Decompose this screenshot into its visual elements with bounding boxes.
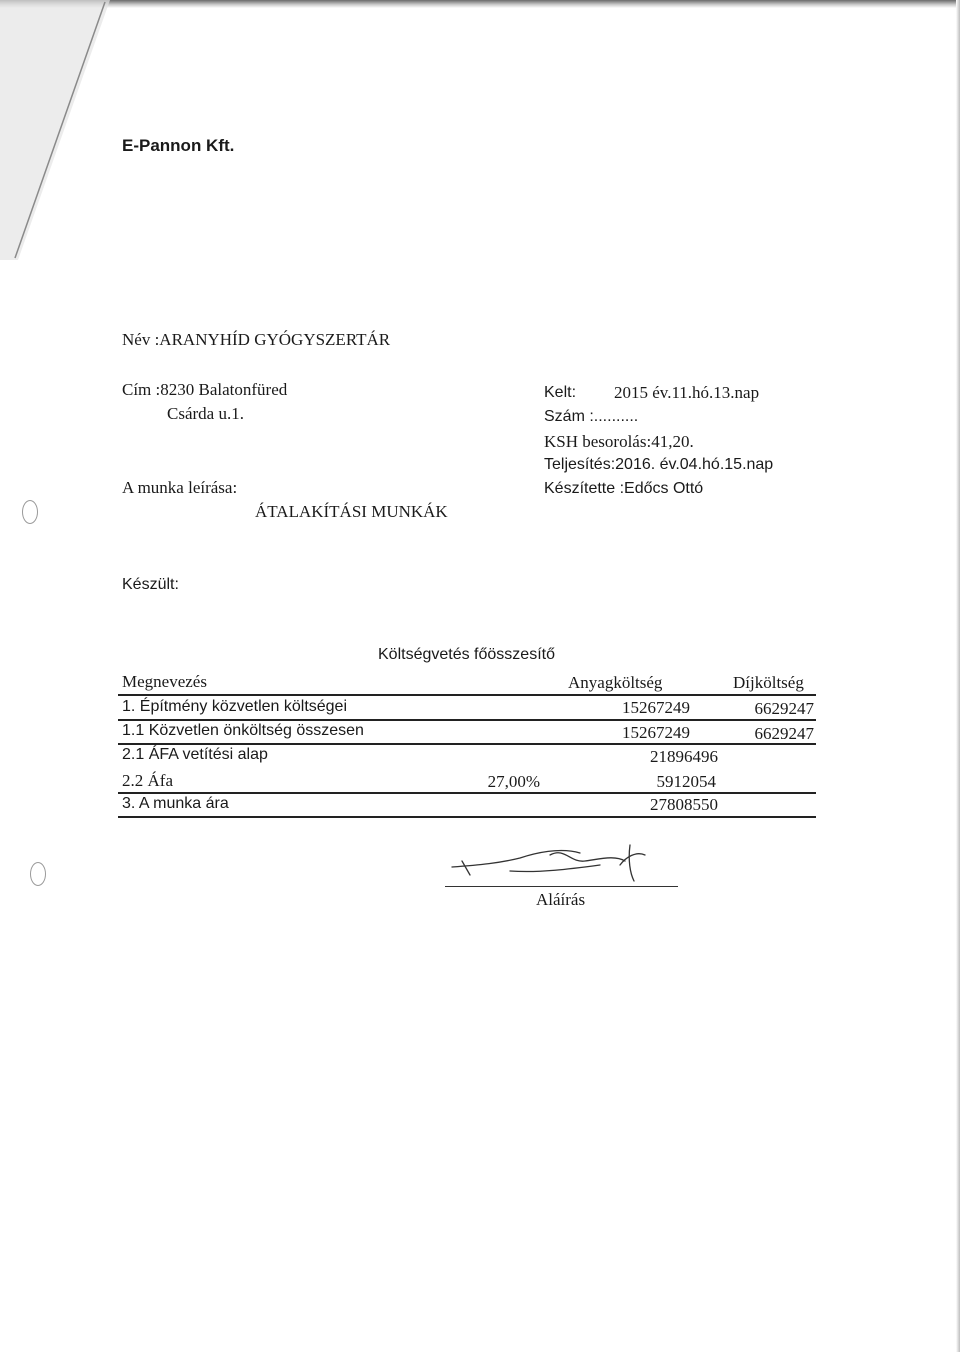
- row-material: 21896496: [650, 747, 718, 766]
- row-fee: 6629247: [754, 724, 814, 743]
- row-name: 2.1 ÁFA vetítési alap: [122, 746, 268, 763]
- row-fee: 6629247: [754, 699, 814, 718]
- document-number: Szám :..........: [544, 408, 639, 425]
- row-material: 15267249: [622, 723, 690, 742]
- scan-top-edge: [0, 0, 960, 8]
- row-rule: [118, 743, 816, 745]
- signature-scribble: [440, 825, 660, 895]
- punch-hole-bottom: [30, 862, 46, 886]
- row-name: 2.2 Áfa: [122, 771, 173, 790]
- date-label: Kelt:: [544, 384, 577, 401]
- row-name: 1. Építmény közvetlen költségei: [122, 698, 348, 715]
- row-material: 15267249: [622, 698, 690, 717]
- client-address-line2: Csárda u.1.: [167, 404, 244, 423]
- row-rule: [118, 792, 816, 794]
- punch-hole-top: [22, 500, 38, 524]
- client-name: Név :ARANYHÍD GYÓGYSZERTÁR: [122, 330, 391, 349]
- scan-corner-shadow: [0, 0, 120, 260]
- date-value: 2015 év.11.hó.13.nap: [614, 383, 760, 402]
- table-bottom-rule: [118, 816, 816, 818]
- row-material: 5912054: [656, 772, 716, 791]
- summary-title: Költségvetés főösszesítő: [378, 646, 555, 663]
- signature-line: [445, 886, 678, 887]
- header-name: Megnevezés: [122, 672, 207, 691]
- work-description-label: A munka leírása:: [122, 478, 238, 497]
- scan-right-edge: [956, 0, 960, 1352]
- row-material: 27808550: [650, 795, 718, 814]
- company-name: E-Pannon Kft.: [122, 136, 235, 155]
- header-rule: [118, 694, 816, 696]
- ksh-classification: KSH besorolás:41,20.: [544, 432, 694, 451]
- header-material: Anyagköltség: [568, 673, 663, 692]
- completion-date: Teljesítés:2016. év.04.hó.15.nap: [544, 456, 774, 473]
- row-rule: [118, 719, 816, 721]
- keszult-label: Készült:: [122, 576, 179, 593]
- row-name: 3. A munka ára: [122, 795, 229, 812]
- work-description-value: ÁTALAKÍTÁSI MUNKÁK: [255, 502, 448, 521]
- row-name: 1.1 Közvetlen önköltség összesen: [122, 722, 364, 739]
- header-fee: Díjköltség: [733, 673, 804, 692]
- prepared-by: Készítette :Edőcs Ottó: [544, 480, 704, 497]
- client-address-line1: Cím :8230 Balatonfüred: [122, 380, 288, 399]
- row-rate: 27,00%: [487, 772, 540, 791]
- signature-label: Aláírás: [536, 890, 586, 909]
